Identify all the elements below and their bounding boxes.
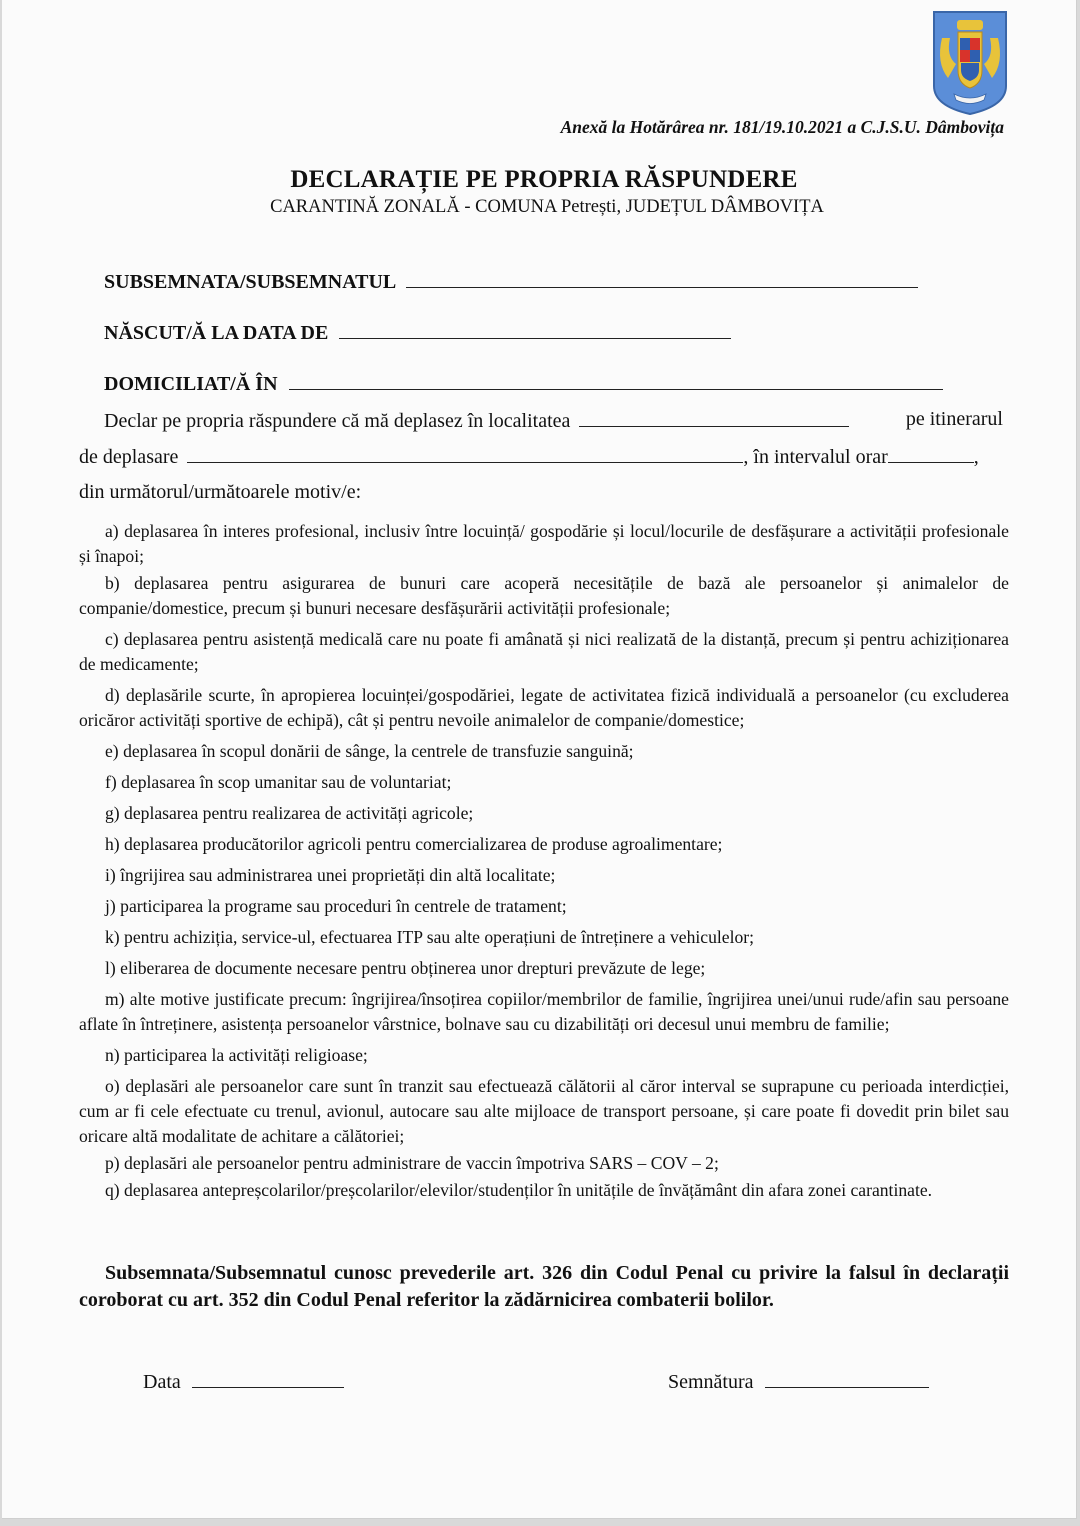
itinerary-blank-line[interactable]: [187, 444, 743, 463]
reason-item-f: f) deplasarea în scop umanitar sau de voluntariat;: [105, 772, 452, 792]
reason-item-p: p) deplasări ale persoanelor pentru administrare de vaccin împotriva SARS – COV – 2;: [105, 1153, 719, 1173]
travel-label: de deplasare: [79, 446, 179, 468]
legal-statement: Subsemnata/Subsemnatul cunosc prevederile art. 326 din Codul Penal cu privire la falsul în declarații coroborat cu art. 352 din Codul Penal referitor la zădărnicirea combaterii bolilor.: [79, 1262, 1009, 1311]
date-label: Data: [143, 1371, 181, 1393]
reason-item-g: g) deplasarea pentru realizarea de activități agricole;: [105, 803, 474, 823]
time-interval-label: , în intervalul orar: [743, 446, 888, 468]
document-subtitle: CARANTINĂ ZONALĂ - COMUNA Petrești, JUDEȚUL DÂMBOVIȚA: [270, 197, 824, 217]
date-blank-line[interactable]: [192, 1369, 344, 1388]
birth-date-label: NĂSCUT/Ă LA DATA DE: [104, 322, 329, 344]
address-blank-line[interactable]: [289, 371, 943, 390]
reason-item-q: q) deplasarea antepreșcolarilor/preșcolarilor/elevilor/studenților în unitățile de învățământ din afara zonei carantinate.: [105, 1180, 933, 1200]
address-label: DOMICILIAT/Ă ÎN: [104, 373, 278, 395]
name-field-row: [104, 269, 918, 294]
birth-date-blank-line[interactable]: [339, 320, 731, 339]
reason-item-a: a) deplasarea în interes profesional, inclusiv între locuință/ gospodărie și locul/locurile de desfășurare a activității profesionale și înapoi;: [79, 521, 1009, 566]
reason-item-j: j) participarea la programe sau proceduri în centrele de tratament;: [105, 896, 567, 916]
reason-item-e: e) deplasarea în scopul donării de sânge, la centrele de transfuzie sanguină;: [105, 741, 634, 761]
line-2-comma: ,: [973, 446, 979, 468]
itinerary-label: pe itinerarul: [905, 408, 1003, 430]
signature-blank-line[interactable]: [765, 1369, 929, 1388]
date-field-row: [143, 1369, 344, 1394]
document-title: DECLARAȚIE PE PROPRIA RĂSPUNDERE: [290, 166, 798, 193]
reason-item-n: n) participarea la activități religioase;: [105, 1045, 368, 1065]
birth-date-field-row: [104, 320, 731, 345]
time-interval-blank-line[interactable]: [888, 444, 974, 463]
signature-label: Semnătura: [668, 1371, 754, 1393]
signature-field-row: [668, 1369, 929, 1394]
document-page: [2, 0, 1077, 1519]
reason-item-o: o) deplasări ale persoanelor care sunt în tranzit sau efectuează călătorii al căror interval se suprapune cu perioada interdicției, cum ar fi cele efectuate cu trenul, avionul, autocare sau alte mijloace de transport persoane, și care poate fi dovedit prin bilet sau oricare altă modalitate de achitare a călătoriei;: [79, 1076, 1009, 1146]
reason-item-m: m) alte motive justificate precum: îngrijirea/însoțirea copiilor/membrilor de familie, îngrijirea unei/unui rude/afin sau persoane aflate în întreținere, asistența persoanelor vârstnice, bolnave sau cu dizabilități ori decesul unui membru de familie;: [79, 989, 1009, 1034]
declaration-text-1: Declar pe propria răspundere că mă deplasez în localitatea: [104, 410, 571, 432]
reason-item-c: c) deplasarea pentru asistență medicală care nu poate fi amânată și nici realizată de la distanță, precum și pentru achiziționarea de medicamente;: [79, 629, 1009, 674]
locality-blank-line[interactable]: [579, 408, 849, 427]
coat-of-arms-emblem: [930, 8, 1010, 118]
name-label: SUBSEMNATA/SUBSEMNATUL: [104, 271, 396, 293]
reason-item-h: h) deplasarea producătorilor agricoli pentru comercializarea de produse agroalimentare;: [105, 834, 723, 854]
reasons-intro: din următorul/următoarele motiv/e:: [79, 481, 362, 503]
reason-item-k: k) pentru achiziția, service-ul, efectuarea ITP sau alte operațiuni de întreținere a vehiculelor;: [105, 927, 755, 947]
reasons-list: [79, 519, 1009, 1203]
declaration-line-2: [79, 444, 979, 469]
address-field-row: [104, 371, 943, 396]
name-blank-line[interactable]: [406, 269, 918, 288]
reason-item-b: b) deplasarea pentru asigurarea de bunuri care acoperă necesitățile de bază ale persoanelor și animalelor de companie/domestice, precum și bunuri necesare desfășurării activității profesionale;: [79, 573, 1009, 618]
reason-item-i: i) îngrijirea sau administrarea unei proprietăți din altă localitate;: [105, 865, 556, 885]
declaration-line-1: [104, 408, 849, 433]
reason-item-l: l) eliberarea de documente necesare pentru obținerea unor drepturi prevăzute de lege;: [105, 958, 706, 978]
annex-reference: Anexă la Hotărârea nr. 181/19.10.2021 a C.J.S.U. Dâmbovița: [560, 117, 1004, 137]
reason-item-d: d) deplasările scurte, în apropierea locuinței/gospodăriei, legate de activitatea fizică individuală a persoanelor (cu excluderea oricăror activități sportive de echipă), cât și pentru nevoile animalelor de companie/domestice;: [79, 685, 1009, 730]
